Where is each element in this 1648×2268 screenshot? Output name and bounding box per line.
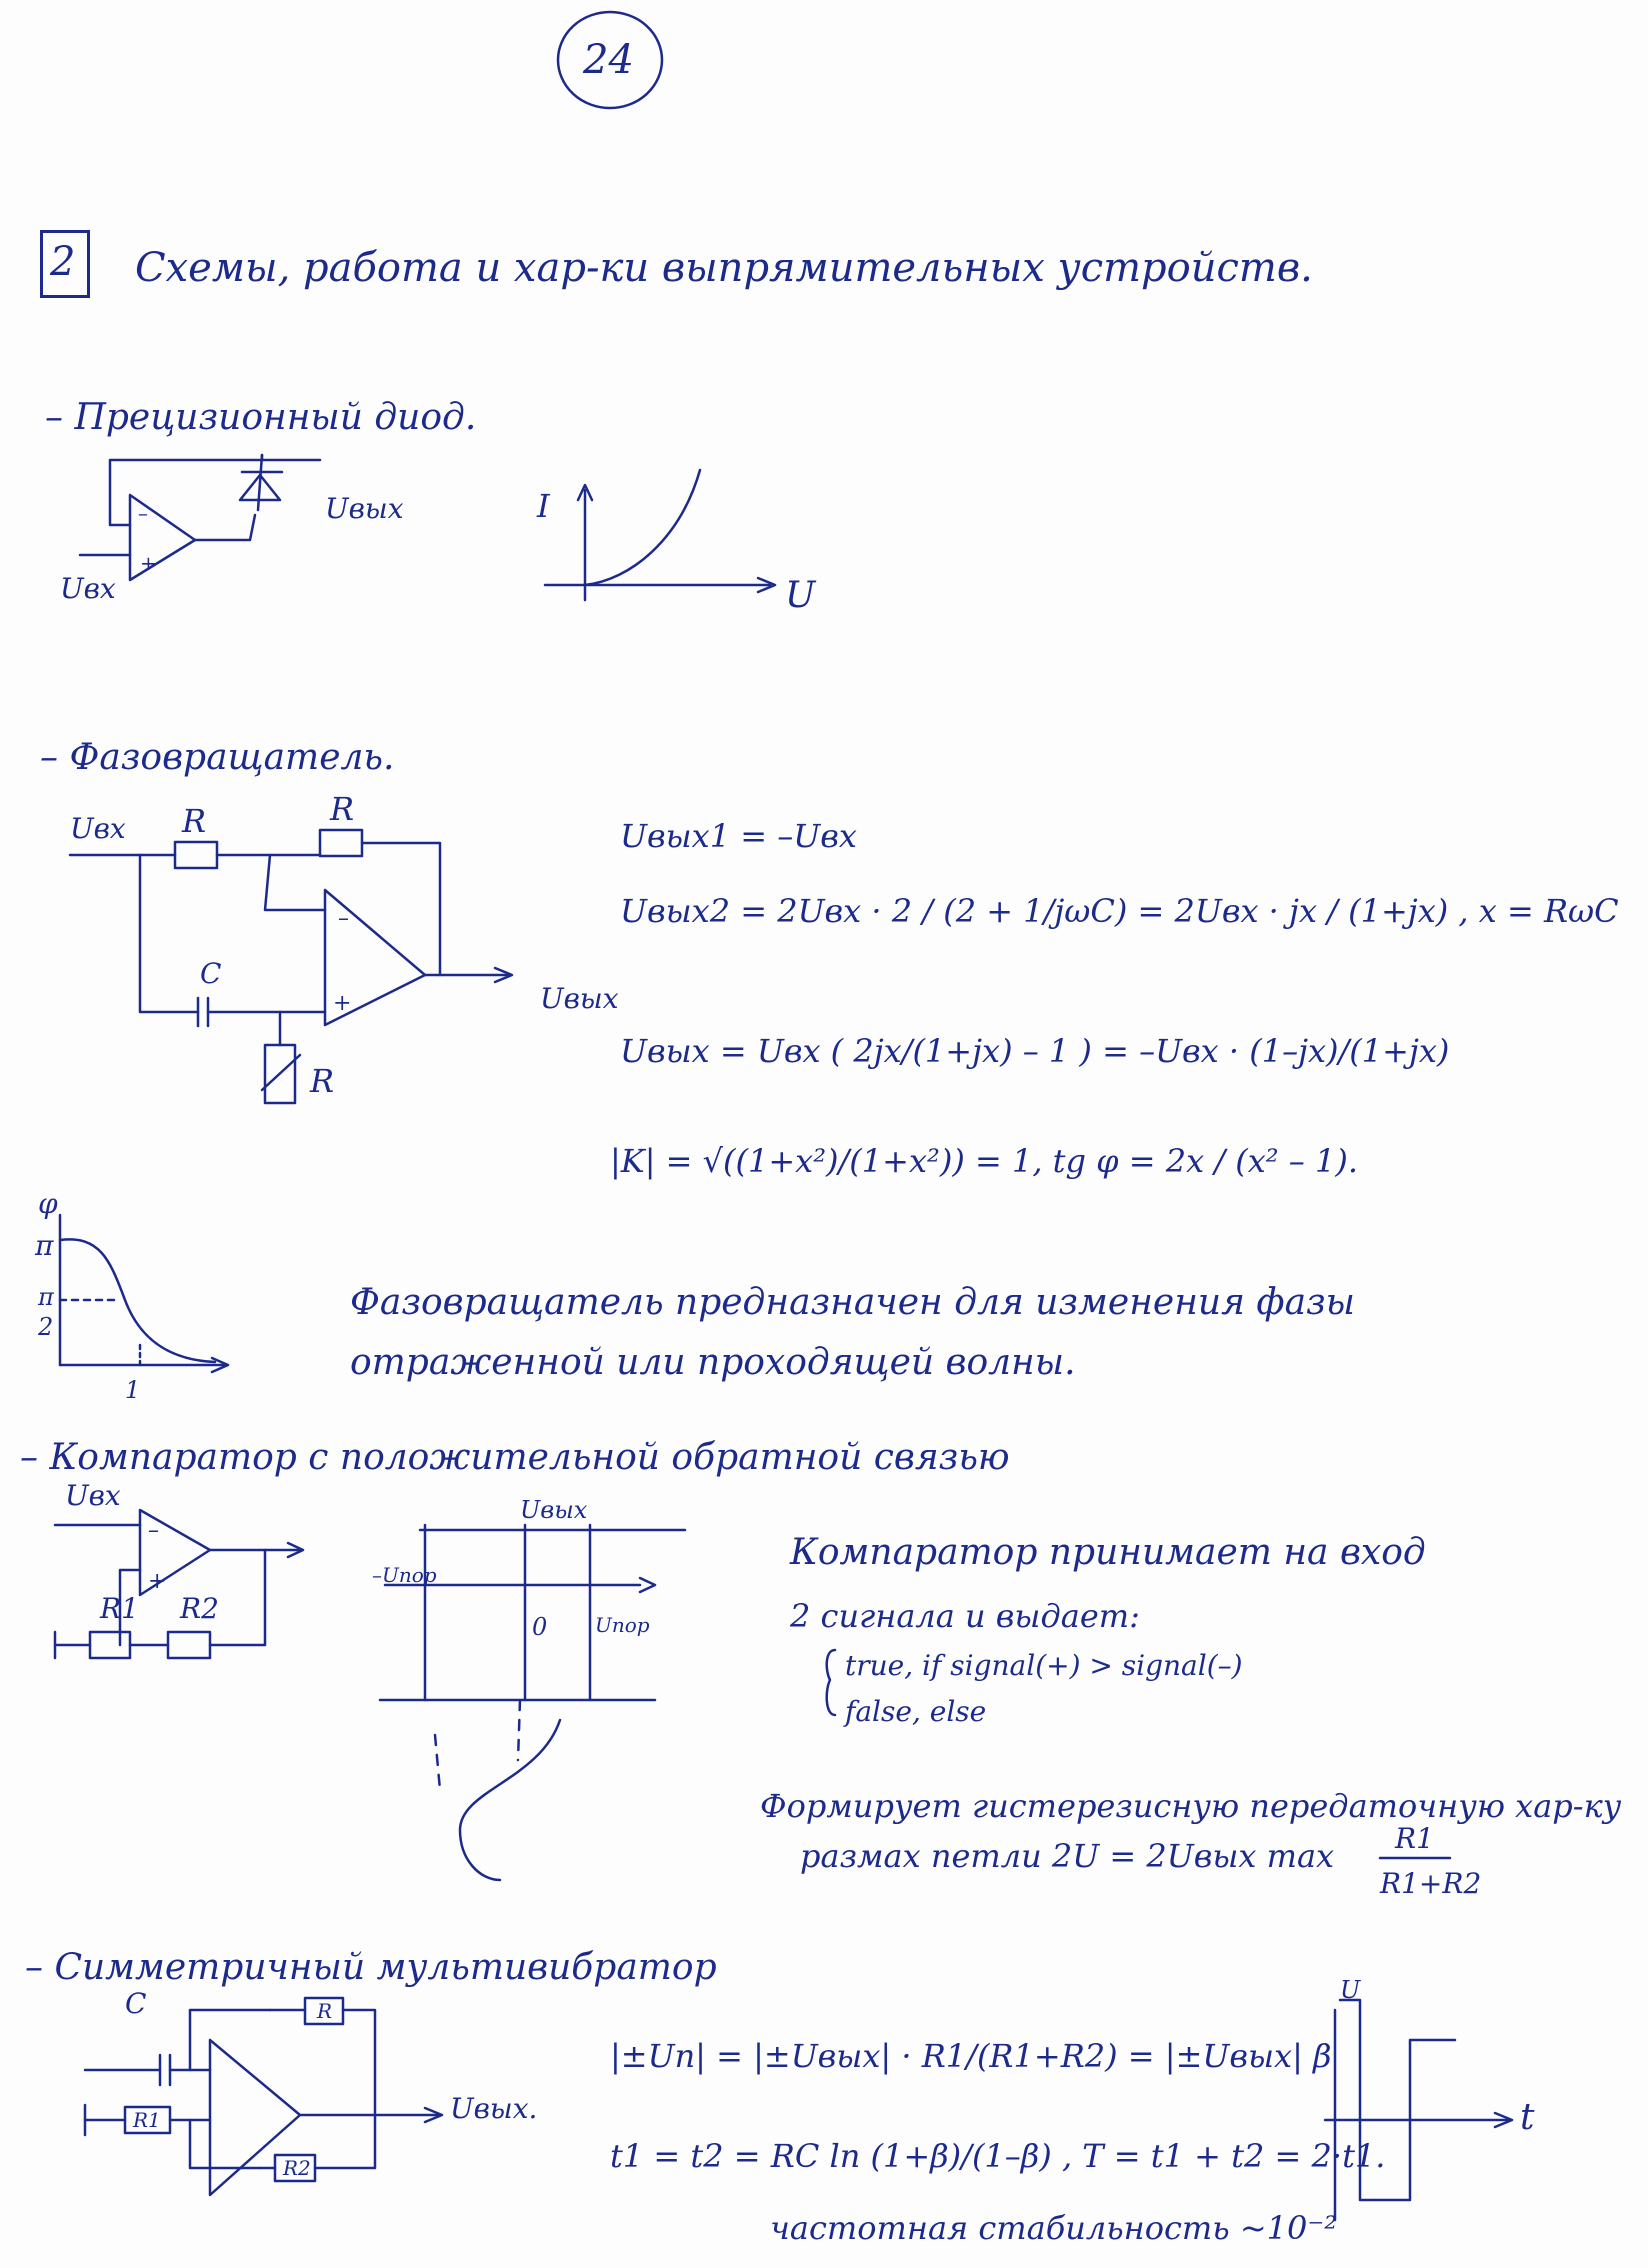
comparator-r1-label: R1	[100, 1592, 139, 1625]
svg-text:–: –	[138, 501, 148, 525]
svg-text:+: +	[333, 991, 352, 1016]
comparator-description-1: Компаратор принимает на вход	[790, 1532, 1426, 1573]
precision-diode-out-label: Uвых	[325, 492, 404, 525]
phase-graph-pi-half-top: π	[38, 1283, 54, 1311]
phase-graph-pi-half-bottom: 2	[38, 1313, 54, 1341]
question-title: Схемы, работа и хар-ки выпрямительных устройств.	[135, 245, 1313, 291]
phase-shifter-in-label: Uвх	[70, 812, 126, 845]
phase-graph-y-label: φ	[38, 1187, 58, 1220]
phase-shifter-formula-3: Uвых = Uвх ( 2jx/(1+jx) – 1 ) = –Uвх · (1–jx)/(1+jx)	[620, 1032, 1450, 1070]
svg-text:–: –	[338, 906, 349, 931]
multivibrator-graph-x-label: t	[1520, 2097, 1535, 2138]
hysteresis-graph-origin-label: 0	[532, 1613, 548, 1641]
comparator-in-label: Uвх	[65, 1479, 121, 1512]
question-number: 2	[50, 239, 76, 285]
multivibrator-formula-2: t1 = t2 = RC ln (1+β)/(1–β) , T = t1 + t2 = 2·t1.	[610, 2137, 1386, 2175]
page-number: 24	[583, 37, 634, 83]
multivibrator-formula-3: частотная стабильность ~10⁻²	[770, 2209, 1338, 2247]
phase-shifter-c-label: C	[200, 957, 222, 990]
comparator-description-2: 2 сигнала и выдает:	[790, 1597, 1140, 1635]
svg-text:+: +	[148, 1569, 167, 1594]
multivibrator-out-label: Uвых.	[450, 2092, 538, 2125]
phase-graph-x-tick: 1	[125, 1376, 141, 1404]
comparator-heading: – Компаратор с положительной обратной связью	[20, 1437, 1010, 1478]
comparator-fraction-numerator: R1	[1395, 1822, 1434, 1855]
hysteresis-graph-left-label: –Uпор	[372, 1563, 437, 1587]
comparator-r2-label: R2	[180, 1592, 219, 1625]
multivibrator-graph-y-label: U	[1340, 1976, 1361, 2004]
comparator-fraction-denominator: R1+R2	[1380, 1867, 1482, 1900]
multivibrator-c-label: C	[125, 1987, 147, 2020]
phase-shifter-description-1: Фазовращатель предназначен для изменения фазы	[350, 1282, 1355, 1323]
phase-shifter-formula-4: |K| = √((1+x²)/(1+x²)) = 1, tg φ = 2x / (x² – 1).	[610, 1142, 1358, 1180]
svg-text:–: –	[148, 1518, 159, 1543]
phase-shifter-r1-label: R	[182, 802, 207, 840]
multivibrator-r2-label: R2	[283, 2156, 311, 2180]
hysteresis-graph-right-label: Uпор	[595, 1613, 650, 1637]
comparator-hysteresis-text-2: размах петли 2U = 2Uвых max	[800, 1837, 1335, 1875]
hysteresis-graph-top-label: Uвых	[520, 1496, 588, 1524]
phase-graph-pi-label: π	[35, 1229, 54, 1262]
iv-graph-x-label: U	[785, 575, 816, 616]
multivibrator-r1-label: R1	[133, 2108, 161, 2132]
multivibrator-heading: – Симметричный мультивибратор	[25, 1947, 717, 1988]
svg-text:+: +	[140, 551, 157, 575]
precision-diode-heading: – Прецизионный диод.	[45, 397, 477, 438]
phase-shifter-description-2: отраженной или проходящей волны.	[350, 1342, 1076, 1383]
multivibrator-formula-1: |±Un| = |±Uвых| · R1/(R1+R2) = |±Uвых| β	[610, 2037, 1332, 2075]
comparator-case-false: false, else	[845, 1695, 987, 1728]
iv-graph-y-label: I	[537, 487, 550, 525]
phase-shifter-formula-2: Uвых2 = 2Uвх · 2 / (2 + 1/jωC) = 2Uвх · jx / (1+jx) , x = RωC	[620, 892, 1619, 930]
phase-shifter-r3-label: R	[310, 1062, 335, 1100]
phase-shifter-heading: – Фазовращатель.	[40, 737, 395, 778]
multivibrator-r-label: R	[317, 1999, 333, 2023]
comparator-hysteresis-text-1: Формирует гистерезисную передаточную хар-ку	[760, 1787, 1622, 1825]
precision-diode-in-label: Uвх	[60, 572, 116, 605]
phase-shifter-formula-1: Uвых1 = –Uвх	[620, 817, 857, 855]
phase-shifter-out-label: Uвых	[540, 982, 619, 1015]
comparator-case-true: true, if signal(+) > signal(–)	[845, 1649, 1243, 1682]
phase-shifter-r2-label: R	[330, 790, 355, 828]
